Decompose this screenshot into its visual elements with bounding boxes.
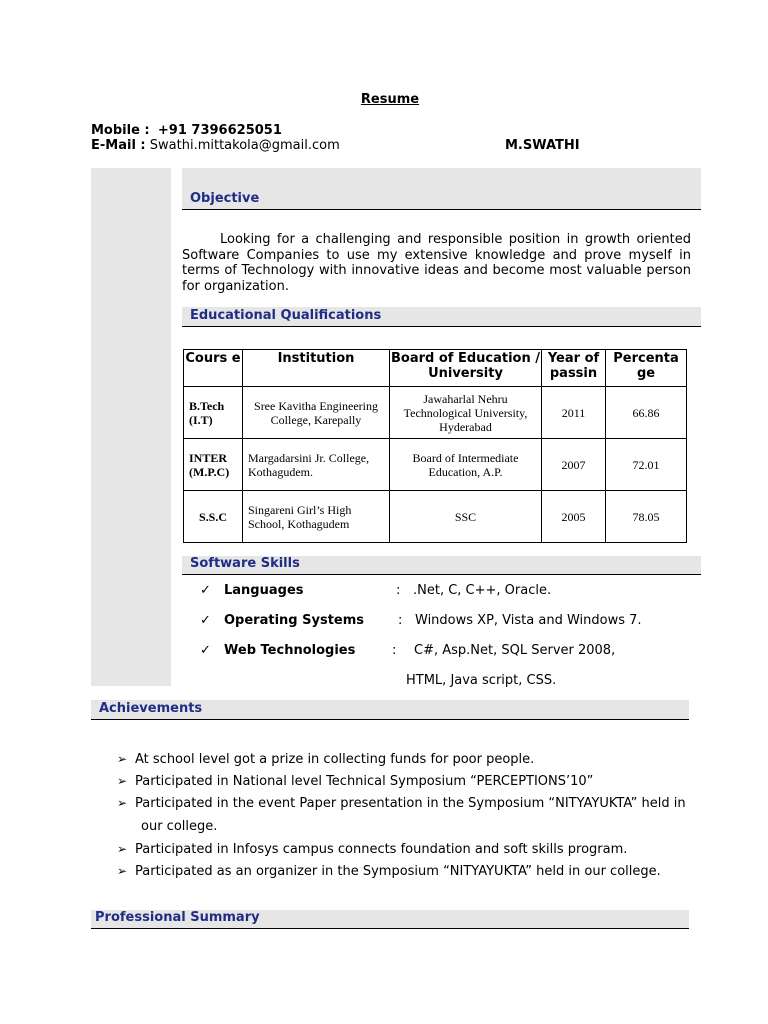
percentage-cell: 78.05 <box>606 491 687 543</box>
skill-item-operating-systems <box>200 613 660 629</box>
education-section-bar <box>182 307 701 327</box>
checkmark-icon: ✓ <box>200 613 211 628</box>
mobile-label: Mobile : <box>91 123 150 138</box>
skill-separator: : <box>396 583 401 598</box>
skill-separator: : <box>392 643 397 658</box>
year-cell: 2007 <box>542 439 606 491</box>
column-header: Year of passin <box>542 350 606 387</box>
column-header: Cours e <box>184 350 243 387</box>
percentage-cell: 66.86 <box>606 387 687 439</box>
table-row <box>184 491 687 543</box>
skills-heading: Software Skills <box>190 556 300 571</box>
list-item: ➢ Participated in the event Paper presentation in the Symposium “NITYAYUKTA” held in <box>117 796 686 811</box>
mobile-value: +91 7396625051 <box>157 123 282 138</box>
list-item: ➢ Participated in National level Technical Symposium “PERCEPTIONS’10” <box>117 774 594 789</box>
table-header-row <box>184 350 687 387</box>
skills-section-bar <box>182 556 701 575</box>
list-item: ➢ Participated as an organizer in the Symposium “NITYAYUKTA” held in our college. <box>117 864 661 879</box>
skill-item-web-technologies <box>200 643 660 659</box>
objective-section-bar <box>182 168 701 210</box>
institution-cell: Singareni Girl’s High School, Kothagudem <box>243 491 390 543</box>
achievements-heading: Achievements <box>99 701 203 716</box>
institution-cell: Sree Kavitha Engineering College, Karepally <box>243 387 390 439</box>
column-header: Institution <box>243 350 390 387</box>
checkmark-icon: ✓ <box>200 583 211 598</box>
year-cell: 2011 <box>542 387 606 439</box>
table-row <box>184 387 687 439</box>
email-value: Swathi.mittakola@gmail.com <box>149 138 340 153</box>
year-cell: 2005 <box>542 491 606 543</box>
email-label: E-Mail : <box>91 138 146 153</box>
list-item: ➢ At school level got a prize in collecting funds for poor people. <box>117 752 535 767</box>
objective-heading: Objective <box>190 191 260 206</box>
board-cell: SSC <box>390 491 542 543</box>
list-item-continuation: our college. <box>141 819 218 834</box>
summary-heading: Professional Summary <box>95 910 260 925</box>
objective-text: Looking for a challenging and responsible position in growth oriented Software Companies to use my extensive knowledge and prove myself in terms of Technology with innovative ideas and become most valuable person for organization. <box>182 232 691 294</box>
arrow-bullet-icon: ➢ <box>117 842 128 856</box>
skill-label: Languages <box>224 583 304 598</box>
mobile-line <box>91 123 282 138</box>
arrow-bullet-icon: ➢ <box>117 774 128 788</box>
skill-value: Windows XP, Vista and Windows 7. <box>415 613 642 628</box>
arrow-bullet-icon: ➢ <box>117 796 128 810</box>
course-cell: INTER (M.P.C) <box>184 439 243 491</box>
document-title: Resume <box>360 92 420 107</box>
education-heading: Educational Qualifications <box>190 308 382 323</box>
percentage-cell: 72.01 <box>606 439 687 491</box>
board-cell: Jawaharlal Nehru Technological University, Hyderabad <box>390 387 542 439</box>
checkmark-icon: ✓ <box>200 643 211 658</box>
skill-item-languages <box>200 583 660 599</box>
achievements-section-bar <box>91 700 689 720</box>
skill-value: C#, Asp.Net, SQL Server 2008, <box>414 643 616 658</box>
column-header: Percenta ge <box>606 350 687 387</box>
table-row <box>184 439 687 491</box>
board-cell: Board of Intermediate Education, A.P. <box>390 439 542 491</box>
left-margin-band <box>91 168 171 686</box>
course-cell: B.Tech (I.T) <box>184 387 243 439</box>
email-line <box>91 138 340 153</box>
skill-value-continuation: HTML, Java script, CSS. <box>406 673 557 688</box>
skill-label: Web Technologies <box>224 643 356 658</box>
column-header: Board of Education / University <box>390 350 542 387</box>
skill-label: Operating Systems <box>224 613 365 628</box>
summary-section-bar <box>91 910 689 929</box>
skill-separator: : <box>398 613 403 628</box>
institution-cell: Margadarsini Jr. College, Kothagudem. <box>243 439 390 491</box>
education-table <box>183 349 687 543</box>
skill-value: .Net, C, C++, Oracle. <box>413 583 552 598</box>
candidate-name: M.SWATHI <box>505 138 580 153</box>
arrow-bullet-icon: ➢ <box>117 864 128 878</box>
list-item: ➢ Participated in Infosys campus connects foundation and soft skills program. <box>117 842 628 857</box>
course-cell: S.S.C <box>184 491 243 543</box>
arrow-bullet-icon: ➢ <box>117 752 128 766</box>
